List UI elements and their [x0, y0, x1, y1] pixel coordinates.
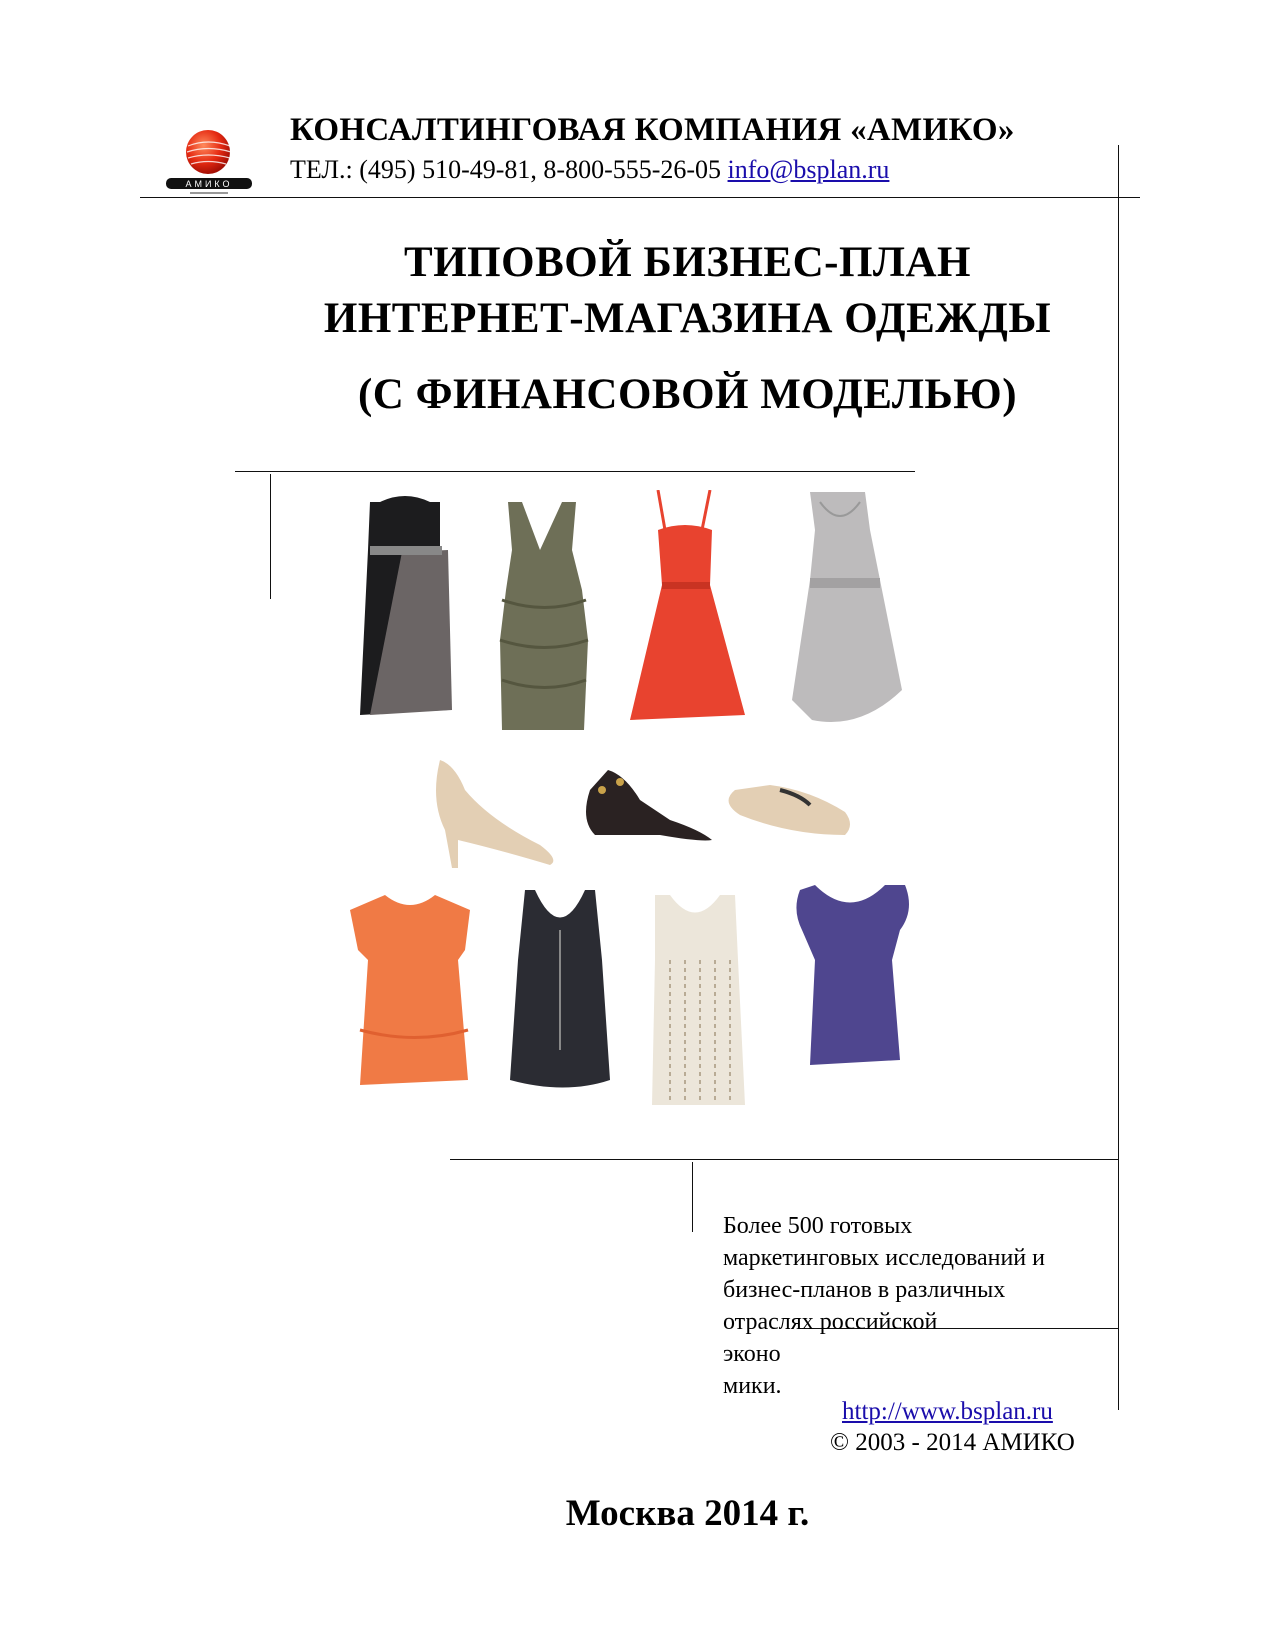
red-dress-icon — [630, 490, 745, 720]
promo-left-rule — [692, 1162, 693, 1232]
amiko-logo — [160, 128, 260, 208]
black-tunic-icon — [510, 890, 610, 1088]
olive-ruffle-dress-icon — [500, 502, 588, 730]
svg-text:АМИКО: АМИКО — [185, 179, 233, 189]
title-line-3: (С ФИНАНСОВОЙ МОДЕЛЬЮ) — [357, 371, 1018, 418]
orange-blouse-icon — [350, 895, 470, 1085]
promo-line-5: эконо — [723, 1341, 781, 1367]
beige-flat-icon — [729, 785, 850, 835]
beige-sequin-top-icon — [652, 895, 745, 1105]
email-link[interactable]: info@bsplan.ru — [727, 155, 890, 184]
promo-line-3: бизнес-планов в различных — [723, 1277, 1006, 1303]
gallery-left-rule — [270, 474, 271, 599]
black-gray-dress-icon — [360, 496, 452, 715]
beige-pump-icon — [436, 760, 553, 868]
gray-belted-dress-icon — [792, 492, 902, 722]
promo-text — [723, 1210, 1103, 1402]
title-line-2: ИНТЕРНЕТ-МАГАЗИНА ОДЕЖДЫ — [323, 295, 1052, 342]
black-sandal-icon — [586, 770, 712, 840]
phone-numbers: ТЕЛ.: (495) 510-49-81, 8-800-555-26-05 — [290, 155, 722, 184]
header-divider — [140, 197, 1140, 198]
promo-line-4: отраслях российской — [723, 1309, 938, 1335]
clothing-gallery — [340, 490, 980, 1180]
promo-line-2: маркетинговых исследований и — [723, 1245, 1045, 1271]
website-link[interactable]: http://www.bsplan.ru — [842, 1398, 1053, 1425]
city-year: Москва 2014 г. — [565, 1493, 810, 1534]
contact-line — [290, 155, 889, 185]
promo-top-rule — [450, 1159, 1118, 1160]
promo-line-1: Более 500 готовых — [723, 1213, 913, 1239]
gallery-top-rule — [235, 471, 915, 472]
promo-line-6: мики. — [723, 1373, 782, 1399]
title-line-1: ТИПОВОЙ БИЗНЕС-ПЛАН — [404, 239, 971, 286]
copyright: © 2003 - 2014 АМИКО — [830, 1429, 1075, 1456]
purple-top-icon — [796, 885, 909, 1065]
company-name: КОНСАЛТИНГОВАЯ КОМПАНИЯ «АМИКО» — [290, 112, 1015, 148]
